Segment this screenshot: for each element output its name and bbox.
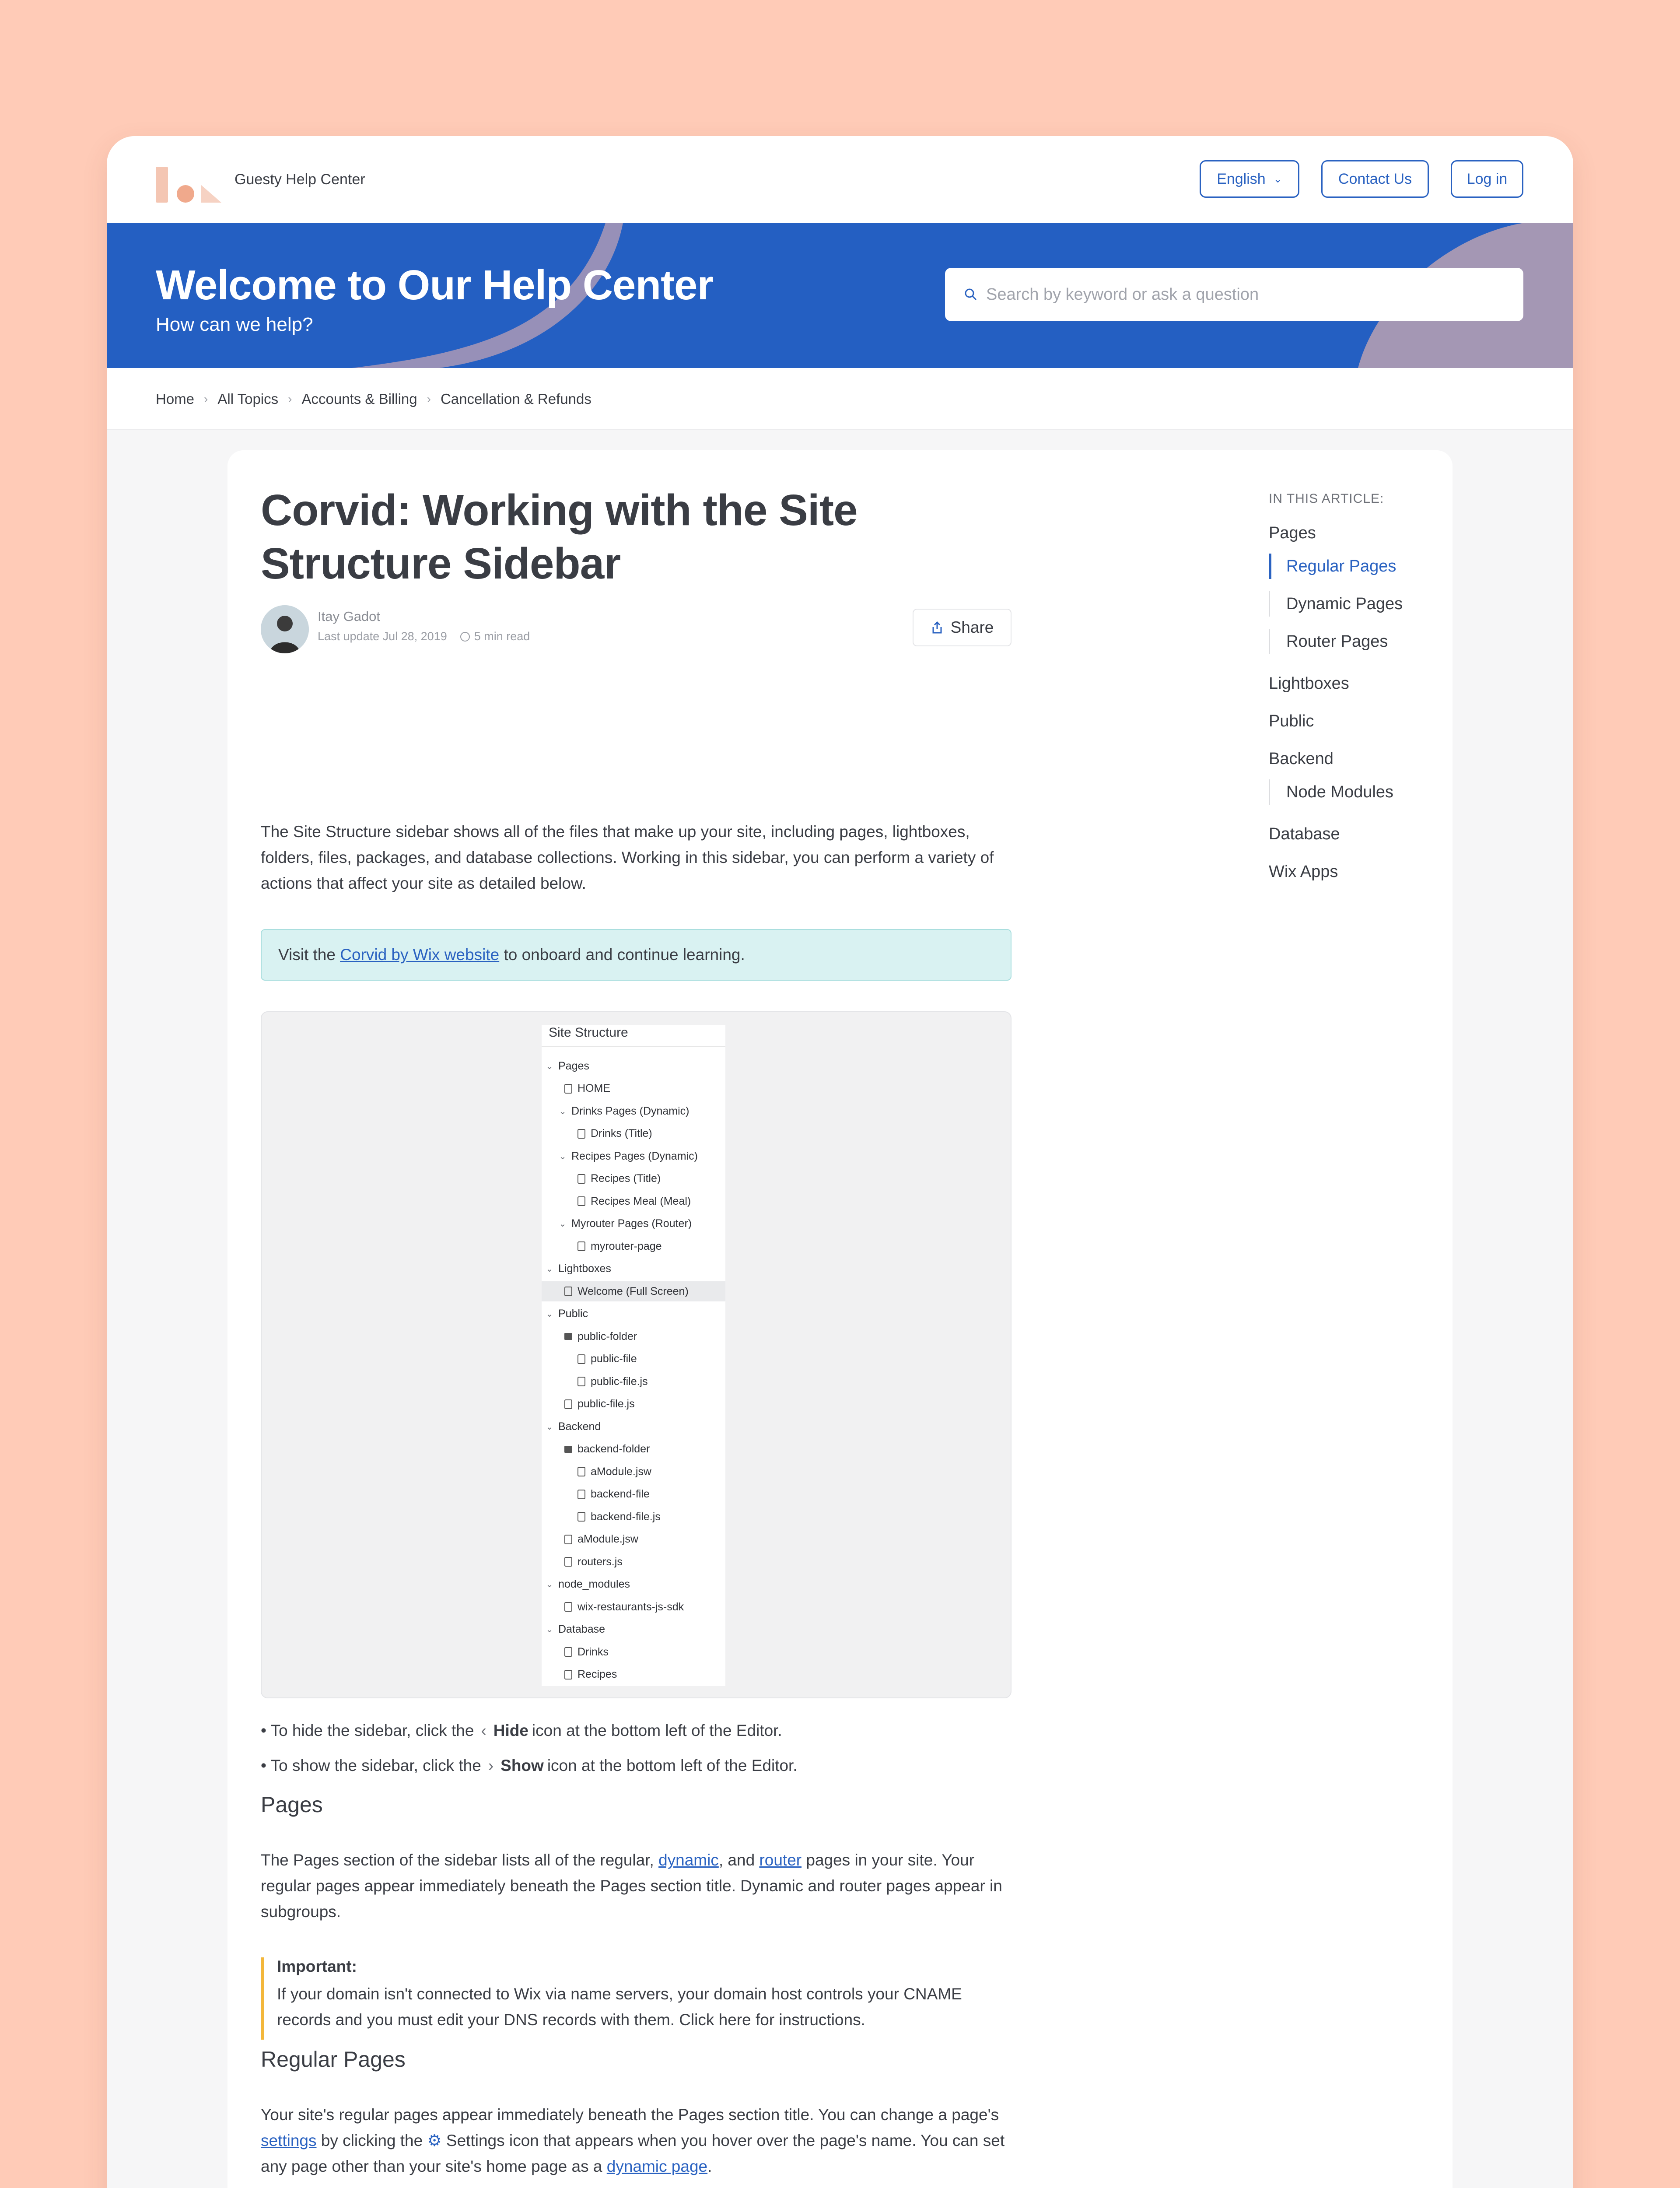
gear-icon: ⚙	[427, 2132, 442, 2149]
toc-item-node-modules[interactable]: Node Modules	[1269, 779, 1393, 805]
file-icon	[564, 1399, 572, 1409]
contact-us-button[interactable]: Contact Us	[1321, 160, 1429, 198]
top-bar	[107, 136, 1573, 223]
guesty-logo[interactable]	[156, 161, 226, 203]
site-structure-title: Site Structure	[549, 1025, 628, 1040]
chevron-down-icon[interactable]: ⌄	[546, 1309, 553, 1319]
article-title: Corvid: Working with the Site Structure Sidebar	[261, 486, 858, 588]
file-icon	[578, 1196, 585, 1206]
site-structure-row[interactable]	[542, 1191, 725, 1211]
dynamic-link[interactable]: dynamic	[658, 1851, 719, 1869]
show-label: Show	[500, 1757, 544, 1774]
file-icon	[564, 1602, 572, 1612]
site-structure-row[interactable]	[542, 1169, 725, 1189]
site-structure-row[interactable]	[542, 1529, 725, 1550]
site-structure-row[interactable]	[542, 1281, 725, 1301]
article-card	[228, 450, 1452, 2188]
clock-icon	[460, 632, 470, 642]
file-icon	[578, 1377, 585, 1386]
site-structure-row[interactable]	[542, 1394, 725, 1414]
breadcrumb-all-topics[interactable]: All Topics	[217, 391, 279, 407]
file-icon	[564, 1670, 572, 1680]
read-time: 5 min read	[474, 630, 530, 643]
site-structure-row[interactable]	[542, 1462, 725, 1482]
tip-text: icon at the bottom left of the Editor.	[532, 1722, 782, 1739]
site-structure-row-label: Welcome (Full Screen)	[578, 1285, 689, 1297]
callout-text-post: to onboard and continue learning.	[499, 946, 745, 964]
login-button[interactable]: Log in	[1451, 160, 1523, 198]
chevron-left-icon: ‹	[481, 1722, 486, 1739]
chevron-right-icon: ›	[204, 392, 208, 406]
site-structure-row[interactable]	[542, 1056, 725, 1076]
file-icon	[564, 1557, 572, 1567]
toc-item-database[interactable]: Database	[1269, 825, 1340, 843]
site-structure-row-label: Recipes Pages (Dynamic)	[571, 1150, 698, 1162]
site-structure-row[interactable]	[542, 1214, 725, 1234]
tip-text: • To show the sidebar, click the	[261, 1757, 481, 1774]
text: Your site's regular pages appear immediately beneath the Pages section title. You can change a page's	[261, 2106, 999, 2124]
site-structure-row-label: Public	[558, 1308, 588, 1320]
important-callout	[261, 1957, 1012, 2040]
toc-item-lightboxes[interactable]: Lightboxes	[1269, 674, 1349, 693]
info-callout	[261, 929, 1012, 981]
site-structure-row-label: Drinks Pages (Dynamic)	[571, 1105, 690, 1117]
dynamic-page-link[interactable]: dynamic page	[606, 2157, 708, 2175]
site-structure-row-label: aModule.jsw	[591, 1465, 651, 1478]
chevron-down-icon[interactable]: ⌄	[559, 1106, 567, 1116]
site-structure-row-label: routers.js	[578, 1555, 623, 1568]
chevron-down-icon[interactable]: ⌄	[559, 1219, 567, 1229]
hero-title: Welcome to Our Help Center	[156, 262, 713, 309]
hero-subtitle: How can we help?	[156, 314, 313, 335]
site-structure-row-label: Recipes	[578, 1668, 617, 1680]
site-structure-row-label: HOME	[578, 1082, 610, 1094]
site-structure-row-label: public-file.js	[578, 1398, 635, 1410]
file-icon	[578, 1129, 585, 1139]
chevron-down-icon[interactable]: ⌄	[546, 1580, 553, 1589]
breadcrumb-accounts-billing[interactable]: Accounts & Billing	[301, 391, 417, 407]
site-structure-row-label: Myrouter Pages (Router)	[571, 1217, 692, 1230]
toc-item-public[interactable]: Public	[1269, 712, 1314, 730]
site-structure-row[interactable]	[542, 1304, 725, 1324]
router-link[interactable]: router	[759, 1851, 802, 1869]
file-icon	[564, 1084, 572, 1094]
site-structure-row-label: public-file	[591, 1353, 637, 1365]
hero-banner	[107, 223, 1573, 368]
site-structure-row-label: Drinks (Title)	[591, 1127, 652, 1140]
chevron-down-icon[interactable]: ⌄	[559, 1151, 567, 1161]
site-structure-row-label: public-folder	[578, 1330, 637, 1343]
file-icon	[578, 1467, 585, 1476]
site-structure-row-label: backend-file	[591, 1488, 650, 1500]
folder-icon	[564, 1446, 572, 1453]
site-structure-row-label: wix-restaurants-js-sdk	[578, 1600, 684, 1613]
chevron-down-icon[interactable]: ⌄	[546, 1264, 553, 1274]
hide-sidebar-tip	[261, 1722, 782, 1740]
site-structure-row-label: Database	[558, 1623, 606, 1635]
site-structure-row[interactable]	[542, 1507, 725, 1527]
regular-pages-heading: Regular Pages	[261, 2047, 406, 2072]
chevron-right-icon: ›	[488, 1757, 494, 1774]
chevron-down-icon: ⌄	[1273, 173, 1282, 185]
text: by clicking the	[316, 2132, 427, 2149]
regular-pages-paragraph	[261, 2102, 1012, 2179]
chevron-right-icon: ›	[288, 392, 292, 406]
site-structure-row[interactable]	[542, 1236, 725, 1256]
article-meta	[318, 630, 530, 643]
site-structure-row[interactable]	[542, 1620, 725, 1640]
text: , and	[718, 1851, 760, 1869]
site-structure-row[interactable]	[542, 1371, 725, 1392]
show-sidebar-tip	[261, 1757, 798, 1775]
breadcrumb-home[interactable]: Home	[156, 391, 195, 407]
site-structure-row-label: Drinks	[578, 1645, 609, 1658]
text: .	[707, 2157, 712, 2175]
site-structure-panel	[542, 1025, 725, 1686]
toc-item-dynamic-pages[interactable]: Dynamic Pages	[1269, 591, 1403, 617]
breadcrumb-cancellation-refunds[interactable]: Cancellation & Refunds	[440, 391, 592, 407]
file-icon	[578, 1512, 585, 1522]
last-update: Last update Jul 28, 2019	[318, 630, 447, 643]
callout-text-pre: Visit the	[278, 946, 340, 964]
site-structure-row-label: Recipes Meal (Meal)	[591, 1195, 691, 1207]
tip-text: icon at the bottom left of the Editor.	[547, 1757, 798, 1774]
important-body: If your domain isn't connected to Wix via name servers, your domain host controls your CNAME records and you must edit your DNS records with them. Click here for instructions.	[277, 1985, 962, 2029]
file-icon	[564, 1287, 572, 1296]
toc-heading: IN THIS ARTICLE:	[1269, 491, 1384, 506]
file-icon	[564, 1647, 572, 1657]
search-input[interactable]	[945, 268, 1523, 321]
site-structure-row[interactable]	[542, 1326, 725, 1346]
site-structure-row[interactable]	[542, 1417, 725, 1437]
share-label: Share	[950, 618, 994, 636]
toc-item-regular-pages[interactable]: Regular Pages	[1269, 554, 1396, 579]
important-title: Important:	[277, 1957, 357, 1975]
toc-item-router-pages[interactable]: Router Pages	[1269, 629, 1388, 654]
text: pages in your site. Your regular pages appear immediately beneath the Pages section title. Dynamic and router pages appear in subgroups.	[261, 1851, 1002, 1921]
site-structure-row-label: aModule.jsw	[578, 1533, 638, 1545]
divider	[542, 1046, 725, 1047]
file-icon	[578, 1490, 585, 1499]
chevron-down-icon[interactable]: ⌄	[546, 1625, 553, 1634]
site-structure-row[interactable]	[542, 1574, 725, 1595]
intro-paragraph: The Site Structure sidebar shows all of the files that make up your site, including pages, lightboxes, folders, files, packages, and database collections. Working in this sidebar, you can perform a variety of actions that affect your site as detailed below.	[261, 823, 994, 892]
site-structure-row-label: node_modules	[558, 1578, 630, 1590]
site-structure-row[interactable]	[542, 1552, 725, 1572]
text: Settings icon that appears when you hover over the page's name. You can set any page other than your site's home page as a	[261, 2132, 1005, 2175]
site-structure-row-label: Backend	[558, 1420, 601, 1433]
site-structure-row-label: Recipes (Title)	[591, 1172, 661, 1185]
site-structure-row[interactable]	[542, 1642, 725, 1662]
pages-paragraph	[261, 1847, 1012, 1925]
site-structure-row-label: backend-file.js	[591, 1510, 661, 1523]
author-avatar	[261, 605, 309, 653]
file-icon	[578, 1241, 585, 1251]
toc-item-wix-apps[interactable]: Wix Apps	[1269, 863, 1338, 881]
site-structure-row[interactable]	[542, 1259, 725, 1279]
site-structure-row-label: Pages	[558, 1059, 589, 1072]
site-structure-row[interactable]	[542, 1079, 725, 1099]
site-structure-row[interactable]	[542, 1597, 725, 1617]
language-label: English	[1217, 170, 1266, 187]
search-placeholder: Search by keyword or ask a question	[986, 285, 1259, 304]
site-structure-screenshot	[261, 1011, 1012, 1698]
author-name[interactable]: Itay Gadot	[318, 609, 381, 624]
folder-icon	[564, 1333, 572, 1340]
help-center-window	[107, 136, 1573, 2188]
tip-text: • To hide the sidebar, click the	[261, 1722, 474, 1739]
site-structure-row[interactable]	[542, 1439, 725, 1459]
site-structure-row[interactable]	[542, 1101, 725, 1121]
site-structure-row-label: myrouter-page	[591, 1240, 662, 1252]
breadcrumb-bar	[107, 368, 1573, 430]
file-icon	[578, 1354, 585, 1364]
pages-heading: Pages	[261, 1792, 323, 1817]
settings-link[interactable]: settings	[261, 2132, 317, 2149]
brand-name: Guesty Help Center	[234, 171, 365, 188]
share-icon	[931, 621, 944, 634]
site-structure-row-label: backend-folder	[578, 1443, 650, 1455]
language-select[interactable]	[1200, 160, 1299, 198]
site-structure-row[interactable]	[542, 1665, 725, 1685]
site-structure-row[interactable]	[542, 1484, 725, 1504]
chevron-right-icon: ›	[427, 392, 431, 406]
corvid-website-link[interactable]: Corvid by Wix website	[340, 946, 500, 964]
share-button[interactable]	[913, 609, 1012, 646]
file-icon	[564, 1535, 572, 1544]
site-structure-row[interactable]	[542, 1124, 725, 1144]
chevron-down-icon[interactable]: ⌄	[546, 1061, 553, 1071]
site-structure-row[interactable]	[542, 1146, 725, 1166]
breadcrumb	[156, 391, 592, 407]
text: The Pages section of the sidebar lists all of the regular,	[261, 1851, 659, 1869]
file-icon	[578, 1174, 585, 1184]
site-structure-row[interactable]	[542, 1349, 725, 1369]
site-structure-row-label: Lightboxes	[558, 1262, 611, 1275]
site-structure-row-label: public-file.js	[591, 1375, 648, 1388]
search-icon	[964, 288, 977, 301]
chevron-down-icon[interactable]: ⌄	[546, 1422, 553, 1432]
toc-item-pages[interactable]: Pages	[1269, 524, 1316, 542]
toc-item-backend[interactable]: Backend	[1269, 750, 1334, 768]
hide-label: Hide	[493, 1722, 528, 1739]
